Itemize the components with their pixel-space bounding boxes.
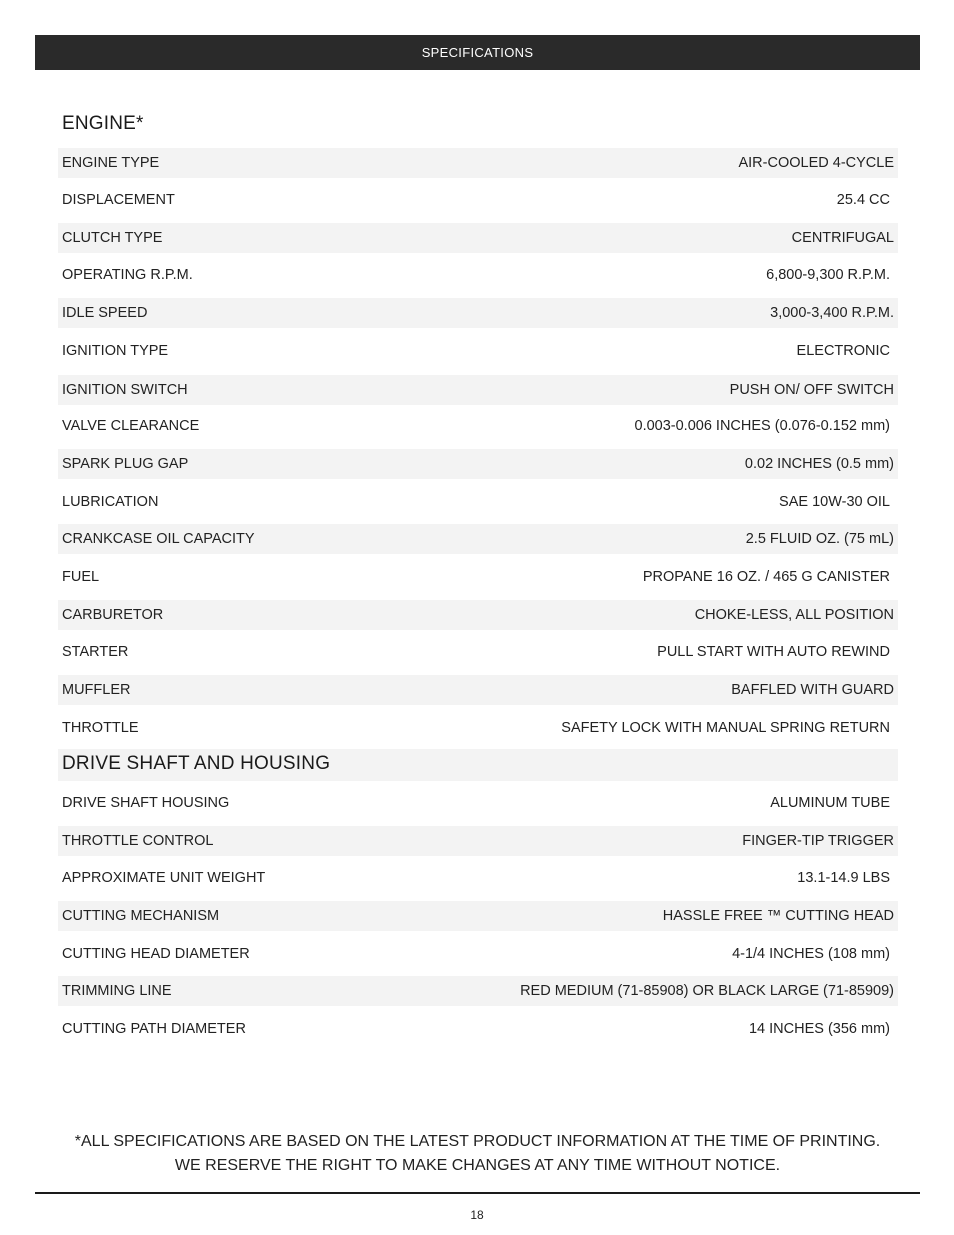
- spec-label: DISPLACEMENT: [62, 192, 175, 208]
- spec-value: AIR-COOLED 4-CYCLE: [738, 155, 894, 171]
- spec-row: [62, 336, 890, 366]
- footer-divider: [35, 1192, 920, 1194]
- specifications-banner: [35, 35, 920, 70]
- spec-row: [62, 487, 890, 517]
- spec-row: [62, 863, 890, 893]
- spec-label: FUEL: [62, 569, 100, 585]
- spec-row: [62, 713, 890, 743]
- spec-label: DRIVE SHAFT HOUSING: [62, 795, 230, 811]
- spec-label: STARTER: [62, 644, 129, 660]
- spec-row: [58, 600, 898, 630]
- drive-section-title: DRIVE SHAFT AND HOUSING: [62, 753, 331, 774]
- spec-value: 2.5 FLUID OZ. (75 mL): [745, 531, 894, 547]
- spec-value: 13.1-14.9 LBS: [797, 870, 890, 886]
- spec-row: [58, 675, 898, 705]
- banner-title: SPECIFICATIONS: [421, 45, 534, 60]
- spec-label: MUFFLER: [62, 682, 131, 698]
- spec-label: CRANKCASE OIL CAPACITY: [62, 531, 255, 547]
- spec-row: [58, 223, 898, 253]
- spec-row: [62, 939, 890, 969]
- spec-row: [62, 1014, 890, 1044]
- spec-label: IDLE SPEED: [62, 305, 148, 321]
- spec-label: IGNITION SWITCH: [62, 382, 188, 398]
- spec-label: THROTTLE: [62, 720, 139, 736]
- spec-row: [58, 901, 898, 931]
- spec-value: CHOKE-LESS, ALL POSITION: [694, 607, 894, 623]
- spec-value: 0.02 INCHES (0.5 mm): [744, 456, 894, 472]
- spec-row: [58, 148, 898, 178]
- spec-row: [58, 298, 898, 328]
- spec-value: 0.003-0.006 INCHES (0.076-0.152 mm): [634, 418, 890, 434]
- spec-label: CUTTING HEAD DIAMETER: [62, 946, 250, 962]
- spec-row: [58, 826, 898, 856]
- spec-row: [58, 524, 898, 554]
- spec-value: 4-1/4 INCHES (108 mm): [732, 946, 890, 962]
- spec-label: IGNITION TYPE: [62, 343, 169, 359]
- spec-label: TRIMMING LINE: [62, 983, 172, 999]
- spec-label: VALVE CLEARANCE: [62, 418, 200, 434]
- spec-label: THROTTLE CONTROL: [62, 833, 214, 849]
- spec-value: 25.4 CC: [836, 192, 890, 208]
- footnote-line-2: WE RESERVE THE RIGHT TO MAKE CHANGES AT ANY TIME WITHOUT NOTICE.: [174, 1157, 781, 1174]
- footnote-line-1: *ALL SPECIFICATIONS ARE BASED ON THE LATEST PRODUCT INFORMATION AT THE TIME OF PRINTING.: [74, 1133, 881, 1150]
- spec-value: SAE 10W-30 OIL: [779, 494, 890, 510]
- spec-label: LUBRICATION: [62, 494, 159, 510]
- spec-value: HASSLE FREE ™ CUTTING HEAD: [662, 908, 894, 924]
- spec-row: [62, 260, 890, 290]
- spec-label: CLUTCH TYPE: [62, 230, 163, 246]
- spec-value: PULL START WITH AUTO REWIND: [657, 644, 890, 660]
- spec-row: [62, 411, 890, 441]
- spec-value: CENTRIFUGAL: [791, 230, 894, 246]
- spec-row: [62, 185, 890, 215]
- spec-value: PUSH ON/ OFF SWITCH: [729, 382, 894, 398]
- spec-row: [62, 562, 890, 592]
- spec-row: [58, 976, 898, 1006]
- spec-value: 14 INCHES (356 mm): [748, 1021, 890, 1037]
- page-number: 18: [470, 1208, 484, 1222]
- spec-label: OPERATING R.P.M.: [62, 267, 193, 283]
- spec-label: CARBURETOR: [62, 607, 164, 623]
- spec-row: [58, 375, 898, 405]
- spec-label: ENGINE TYPE: [62, 155, 160, 171]
- spec-value: RED MEDIUM (71-85908) OR BLACK LARGE (71-85909): [520, 983, 894, 999]
- spec-label: APPROXIMATE UNIT WEIGHT: [62, 870, 266, 886]
- spec-value: 6,800-9,300 R.P.M.: [766, 267, 890, 283]
- spec-value: 3,000-3,400 R.P.M.: [770, 305, 894, 321]
- spec-value: ELECTRONIC: [796, 343, 890, 359]
- spec-value: BAFFLED WITH GUARD: [731, 682, 894, 698]
- spec-row: [62, 788, 890, 818]
- spec-label: CUTTING MECHANISM: [62, 908, 220, 924]
- spec-value: PROPANE 16 OZ. / 465 G CANISTER: [642, 569, 890, 585]
- spec-label: SPARK PLUG GAP: [62, 456, 189, 472]
- spec-row: [62, 637, 890, 667]
- spec-row: [58, 449, 898, 479]
- spec-value: SAFETY LOCK WITH MANUAL SPRING RETURN: [561, 720, 890, 736]
- specifications-footnote: [35, 1130, 920, 1178]
- engine-section-title: ENGINE*: [62, 113, 144, 134]
- spec-label: CUTTING PATH DIAMETER: [62, 1021, 246, 1037]
- spec-value: ALUMINUM TUBE: [770, 795, 890, 811]
- spec-value: FINGER-TIP TRIGGER: [742, 833, 894, 849]
